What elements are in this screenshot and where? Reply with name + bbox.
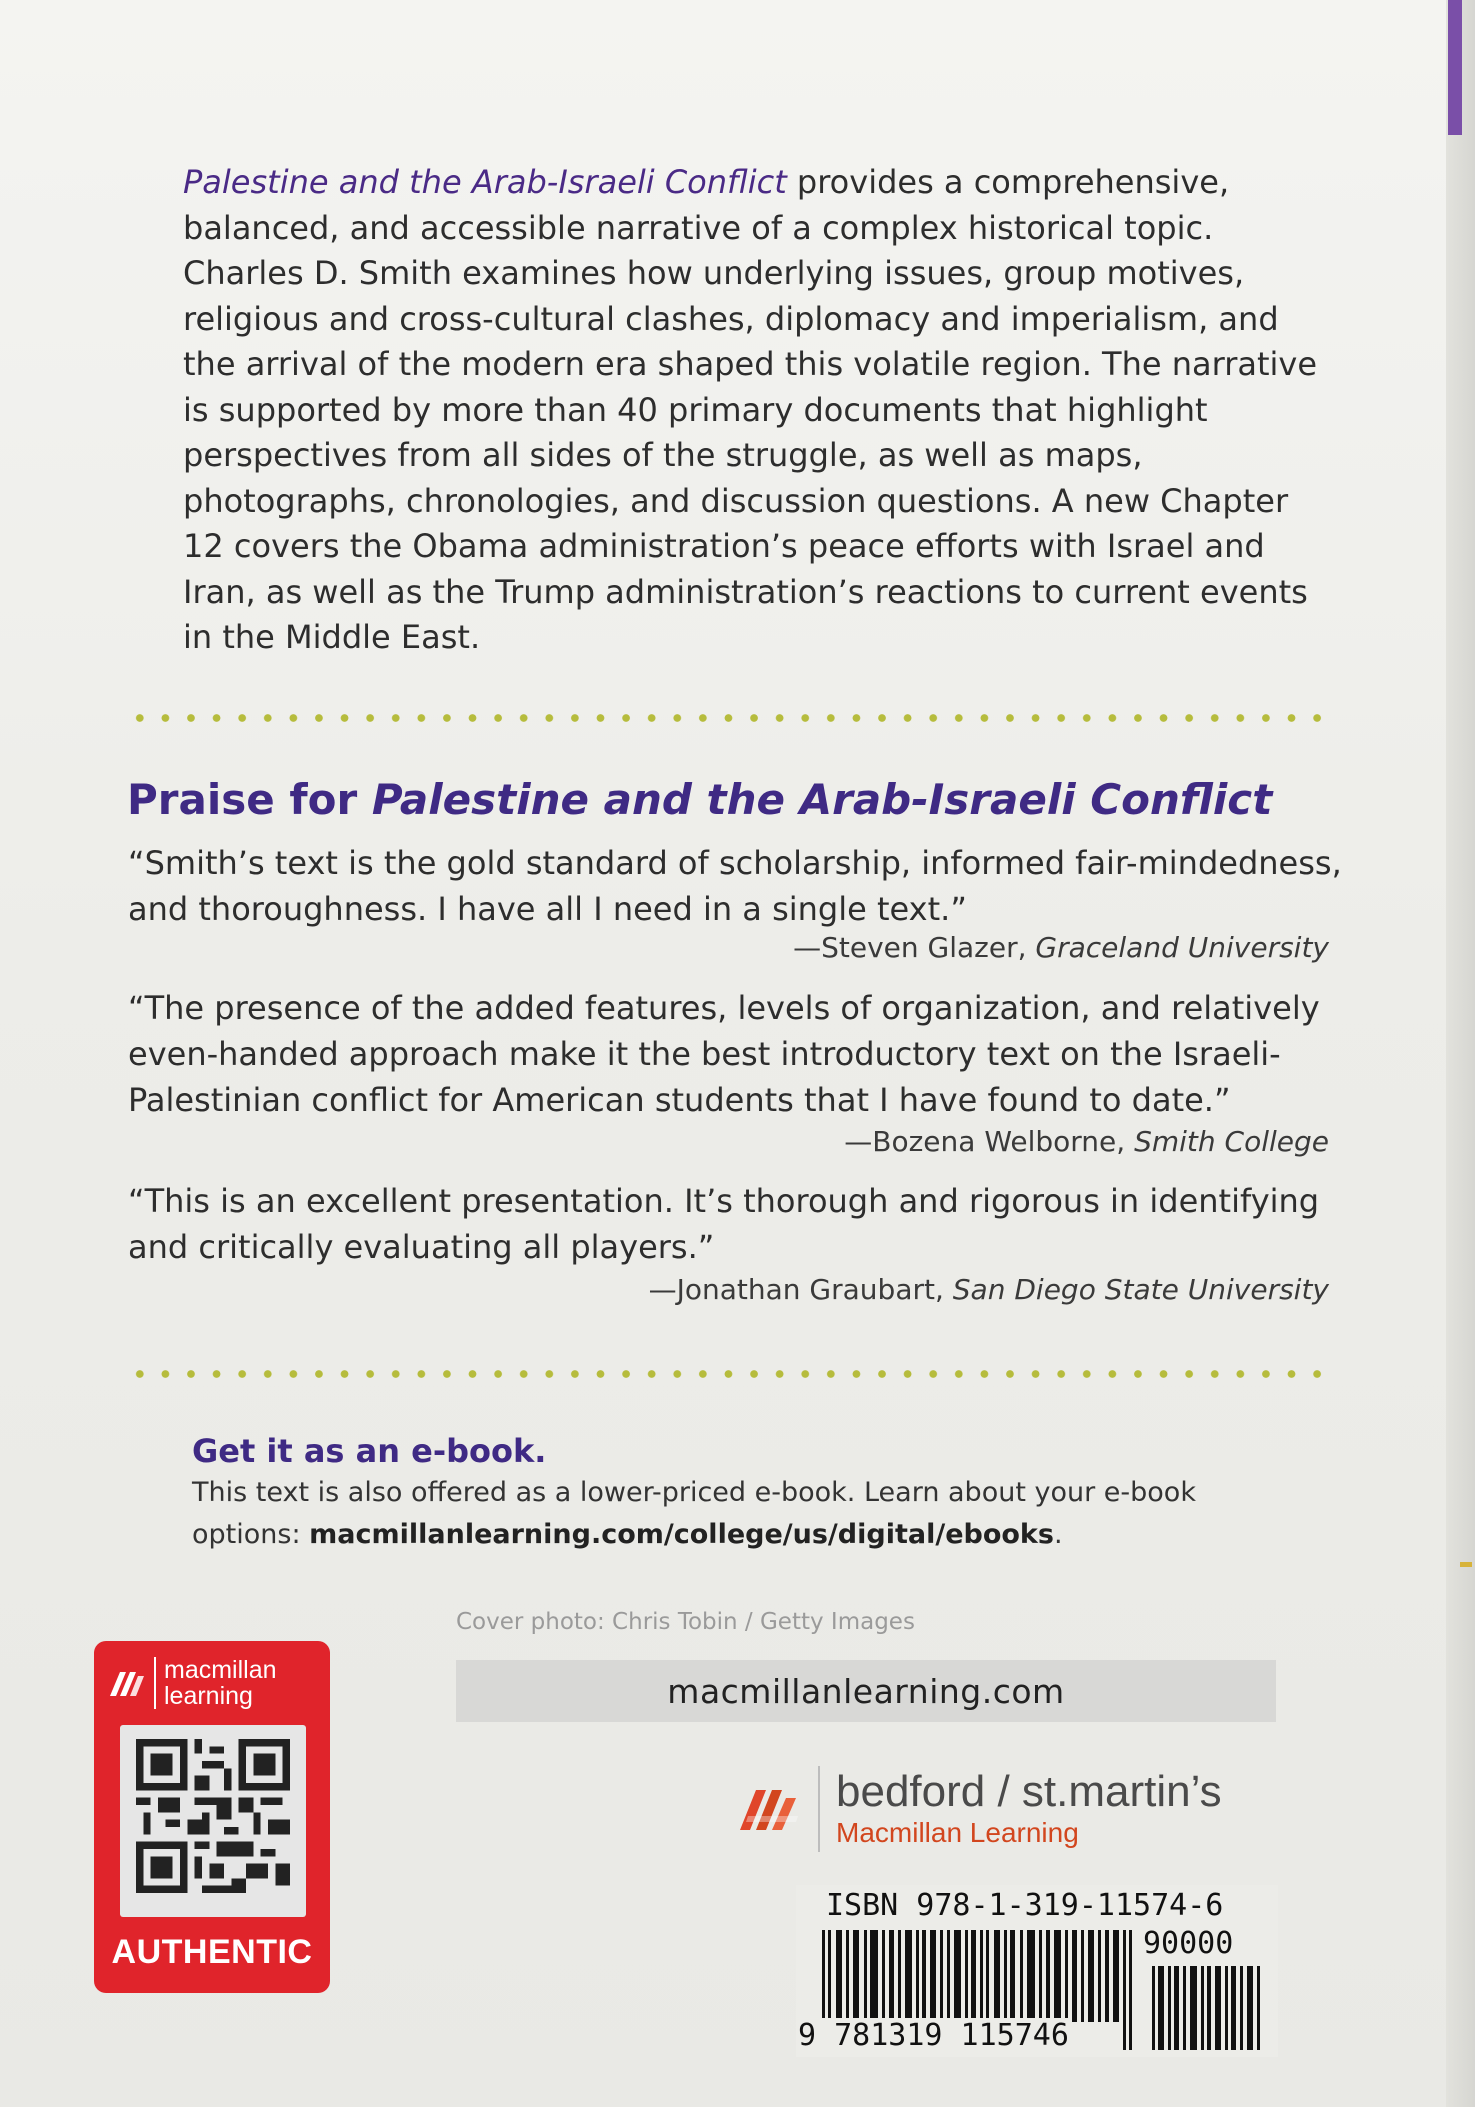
publisher-subtitle: Macmillan Learning [836,1817,1079,1848]
attribution-institution: Smith College [1134,1125,1329,1158]
book-blurb [183,160,1333,661]
dotted-divider-top [127,713,1327,723]
barcode-ean-digits: 9 781319 115746 [798,2018,1069,2053]
ebook-url[interactable]: macmillanlearning.com/college/us/digital/ebooks [309,1519,1054,1550]
sticker-brand [154,1657,277,1709]
macmillan-logo-icon [108,1666,146,1700]
attribution-name: —Bozena Welborne, [844,1125,1135,1158]
spine-purple-band [1448,0,1462,135]
attribution-name: —Jonathan Graubart, [648,1273,953,1306]
sticker-brand-line2: learning [164,1682,253,1710]
praise-heading [127,772,1272,828]
praise-quote-2: “The presence of the added features, levels of organization, and relatively even-handed approach make it the best introductory text on the Israeli-Palestinian conflict for American students that I have found to date.” [128,989,1320,1119]
macmillan-logo-icon [738,1784,804,1834]
cover-photo-credit: Cover photo: Chris Tobin / Getty Images [456,1609,915,1635]
publisher-divider [818,1766,820,1852]
attribution-institution: San Diego State University [952,1273,1329,1306]
praise-attribution-1 [793,930,1329,966]
ebook-description: This text is also offered as a lower-priced e-book. Learn about your e-book options: [192,1477,1196,1550]
publisher-text [836,1768,1222,1850]
praise-heading-title: Palestine and the Arab-Israeli Conflict [371,775,1273,824]
praise-attribution-2 [844,1124,1329,1160]
publisher-name: bedford / st.martin’s [836,1767,1222,1816]
sticker-header [108,1653,316,1713]
ebook-text [192,1472,1312,1556]
attribution-institution: Graceland University [1035,931,1329,964]
isbn-number: ISBN 978-1-319-11574-6 [826,1888,1224,1923]
qr-code-icon[interactable] [136,1739,290,1893]
dotted-divider-bottom [127,1369,1327,1379]
ebook-end: . [1053,1519,1063,1550]
spine-edge [1446,0,1475,2107]
praise-attribution-3 [649,1272,1329,1308]
blurb-book-title: Palestine and the Arab-Israeli Conflict [183,163,787,201]
qr-code-panel [120,1725,306,1917]
praise-quote-1: “Smith’s text is the gold standard of scholarship, informed fair-mindedness, and thoroughness. I have all I need in a single text.” [128,844,1342,928]
ebook-heading: Get it as an e-book. [192,1432,547,1470]
authentic-sticker [94,1641,330,1993]
authentic-label: AUTHENTIC [111,1933,313,1971]
sticker-brand-line1: macmillan [164,1656,277,1684]
website-bar[interactable]: macmillanlearning.com [456,1660,1276,1722]
attribution-name: —Steven Glazer, [793,931,1036,964]
blurb-text: provides a comprehensive, balanced, and accessible narrative of a complex historical topic. Charles D. Smith examines how underlying issues, group motives, religious and cross-cultural clashes, diplomacy and imperialism, and the arrival of the modern era shaped this volatile region. The narrative is supported by more than 40 primary documents that highlight perspectives from all sides of the struggle, as well as maps, photographs, chronologies, and discussion questions. A new Chapter 12 covers the Obama administration’s peace efforts with Israel and Iran, as well as the Trump administration’s reactions to current events in the Middle East. [183,163,1318,656]
barcode-price-code: 90000 [1143,1926,1234,1961]
praise-quote-3: “This is an excellent presentation. It’s thorough and rigorous in identifying and critically evaluating all players.” [128,1182,1320,1266]
publisher-logo-block [738,1763,1222,1855]
spine-tick-mark [1460,1562,1472,1567]
praise-heading-prefix: Praise for [127,775,372,824]
